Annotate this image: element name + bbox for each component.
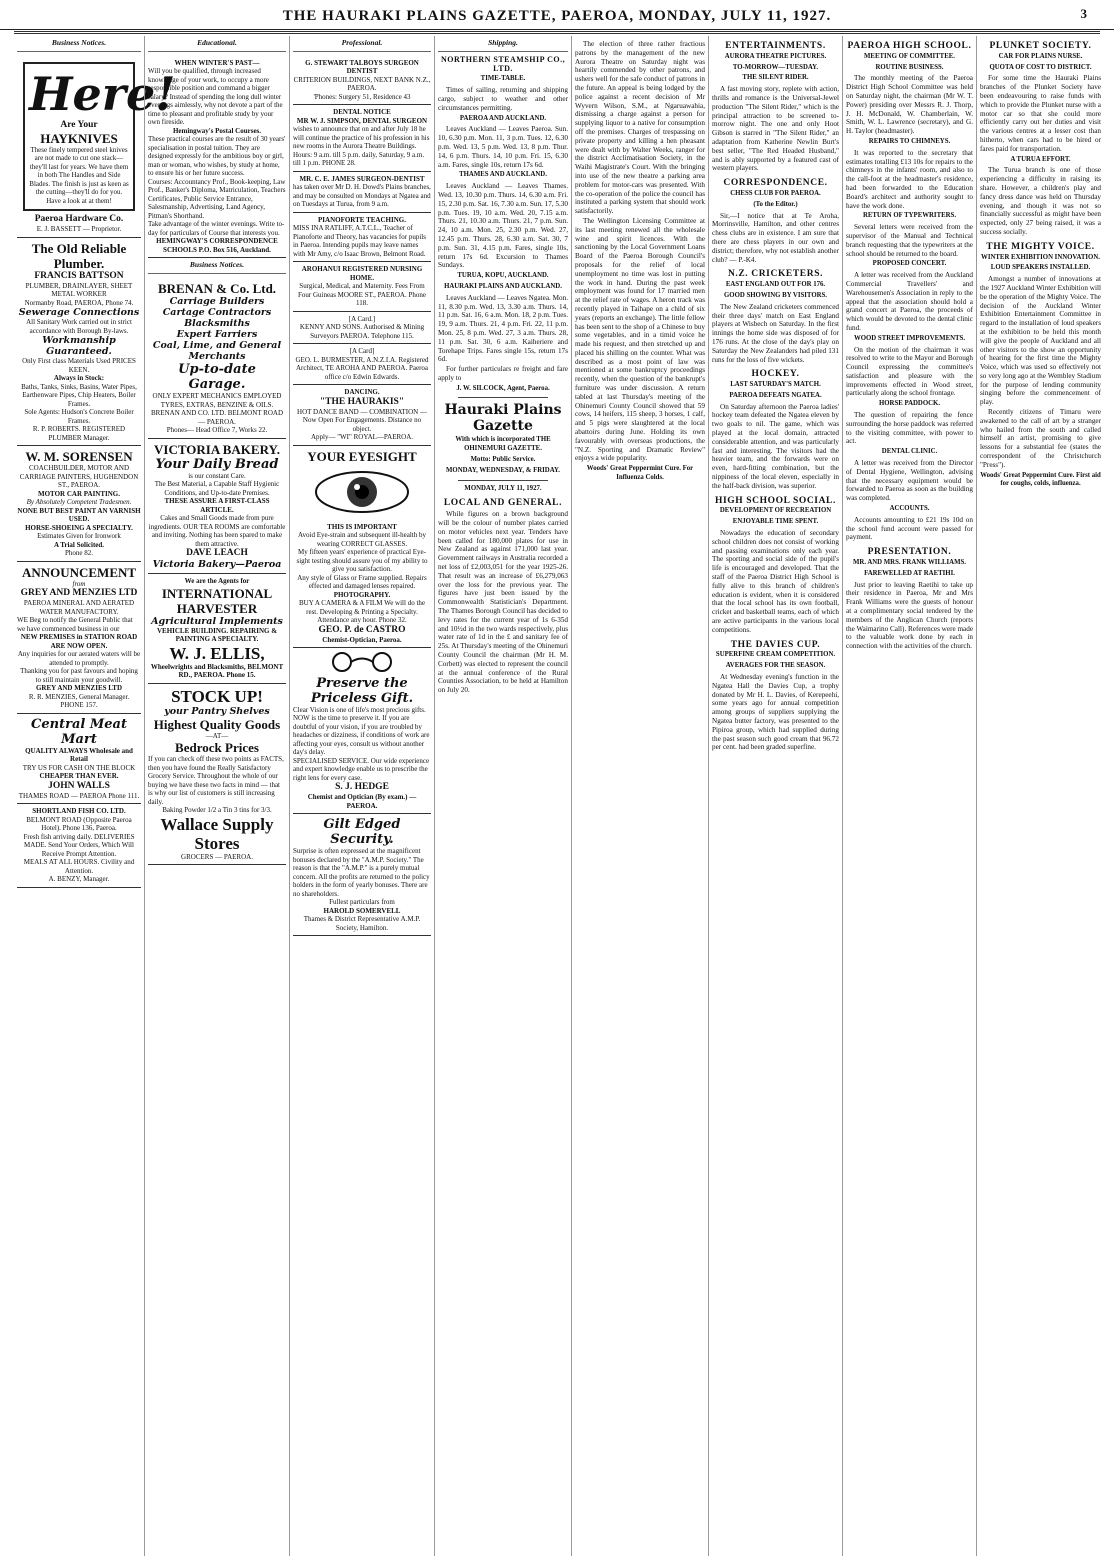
gilt-title: Gilt Edged Security. <box>323 817 401 848</box>
williams-title: MR. AND MRS. FRANK WILLIAMS. <box>853 559 966 567</box>
thames-auckland-title: THAMES AND AUCKLAND. <box>459 171 547 179</box>
turua-effort-title: A TURUA EFFORT. <box>1010 155 1071 163</box>
hardware-proprietor: E. J. BASSETT — Proprietor. <box>36 225 122 234</box>
now-open-text: Now Open For Engagements. Distance no object. <box>302 416 422 433</box>
stock-title: Always in Stock: <box>53 374 105 383</box>
eye-illustration <box>312 467 412 517</box>
routine-title: ROUTINE BUSINESS. <box>875 63 944 71</box>
fish-ad <box>17 804 141 888</box>
high-school-text: The monthly meeting of the Paeroa District High School Committee was held on Saturday night, the chairman (Mr W. T. Power) presiding over Messrs R. J. Thorp, J. H. McDonald, W. Chamberlain, W. Smith, W. L. Lawrence (secretary), and G. H. Taylor (headmaster). <box>846 74 973 136</box>
brenan-co-text: BRENAN AND CO. LTD. BELMONT ROAD — PAEROA. <box>150 409 284 426</box>
local-general-body: While figures on a brown background will be the colour of number plates carried on motor vehicles next year. Tenders have been called for 180,000 plates for use in New Zealand as against 171,000 last year. Government railways in Australia recorded a net loss of £2,003,051 for the year 1925-26. That result was an increase of £6,279,063 over the loss for the previous year. The figures have just been issued by the Commonwealth Statistician's Department. The Thames Borough Council has decided to levy rates for the current year of 1s 6-35d and 10½d in the two wards respectively, plus water rate of 1d in the £ and sanitary fee of 25s. At Thursday's meeting of the Ohinemuri County Council the chairman (Mr H. M. Corbett) was elected to represent the council at the annual conference of the Rural Counties Association, to be held at Hamilton on July 20. <box>438 510 569 695</box>
meat-mart-title: Central Meat Mart <box>31 716 127 747</box>
timetable-text: Times of sailing, returning and shipping cargo, subject to weather and other circumstances permitting. <box>438 86 568 112</box>
timaru-text: Recently citizens of Timaru were awakened to the call of art by a stranger who hailed from the south and called himself an artist, promising to give lessons for a substantial fee (states the correspondent of the Christchurch "Press"). <box>980 408 1101 469</box>
criterion-text: CRITERION BUILDINGS, NEXT BANK N.Z., PAEROA. <box>293 75 431 93</box>
trial-text: A Trial Solicited. <box>53 540 105 549</box>
column-heading: Shipping. <box>438 36 568 52</box>
james-name: MR. C. E. JAMES SURGEON-DENTIST <box>299 174 425 183</box>
meals-text: MEALS AT ALL HOURS. Civility and Attention. <box>23 858 135 875</box>
talboys-ad <box>293 56 431 106</box>
workmanship-title: Workmanship Guaranteed. <box>42 335 116 358</box>
news-body-2: The Wellington Licensing Committee at its last meeting renewed all the wholesale wine and spirit licences. With the sanctioning by the Local Government Loans Board of the Paeroa Borough Council's proposals for the relief of local unemployment no time was lost in putting the work in hand. During the past week employment was found for 17 married men at the relief rate of wages. A heron track was recently played in Taihape on a child of six years (reports an exchange). The little fellow has been sent to the shop of a Chinese to buy some vegetables, and in a timid voice he made his request, and then stretched up and placed his shilling on the counter. What was described as a most point of law was mentioned at some bankruptcy proceedings recently, when the question of the bankrupt's furniture was under discussion. A return tabled at last Thursday's meeting of the Ohinemuri County Council showed that 59 cows, 14 heifers, 115 sheep, 3 horses, 1 calf, and 5 pigs were slaughtered at the local abattoirs during June. Holding its own favourably with overseas productions, the "N.Z. Sporting and Dramatic Review" enjoys a wide popularity. <box>575 216 705 463</box>
benzy-text: A. BENZY, Manager. <box>48 875 110 884</box>
northern-title: NORTHERN STEAMSHIP CO., LTD. <box>440 54 566 73</box>
silent-rider-text: A fast moving story, replete with action, thrills and romance is the Universal-Jewel production "The Silent Rider," which is the principal attraction to be screened to-morrow night. The one and only Hoot Gibson is starred in "The Silent Rider," an adaptation from Katherine Newlin Burt's best seller, "The Red Headed Husband," and is ably supported by a featured cast of western players. <box>712 85 839 173</box>
chess-text: Sir,—I notice that at Te Aroha, Morrinsville, Hamilton, and other centres chess clubs are in existence. I am sure that there are chess players in our own and district; therefore, why not establish another club? — P.-K4. <box>712 211 839 264</box>
kenny-ad <box>293 312 431 345</box>
hedge-name: S. J. HEDGE <box>335 782 389 793</box>
wallace-name: Wallace Supply Stores <box>160 814 274 853</box>
sewerage-text: All Sanitary Work carried out in strict accordance with Borough By-laws. <box>26 318 132 335</box>
assure-text: THESE ASSURE A FIRST-CLASS ARTICLE. <box>164 497 270 514</box>
photography-title: PHOTOGRAPHY. <box>333 590 391 599</box>
column-professional <box>289 36 434 1556</box>
typewriters-title: RETURN OF TYPEWRITERS. <box>862 212 957 220</box>
publish-days: MONDAY, WEDNESDAY, & FRIDAY. <box>446 466 560 474</box>
concert-text: A letter was received from the Auckland Commercial Travellers' and Warehousemen's Association in reply to the appeal that the association should hold a grand concert at Paeroa, the proceeds of which would be devoted to the dental clinic fund. <box>846 271 973 332</box>
recreation-title: DEVELOPMENT OF RECREATION <box>719 507 832 515</box>
superfine-title: SUPERFINE CREAM COMPETITION. <box>715 651 836 659</box>
thanking-text: Thanking you for past favours and hoping to still maintain your goodwill. <box>20 667 138 684</box>
talboys-name: G. STEWART TALBOYS SURGEON DENTIST <box>305 58 419 76</box>
shortland-name: SHORTLAND FISH CO. LTD. <box>32 807 126 816</box>
eyesight-title: YOUR EYESIGHT <box>307 448 417 464</box>
expert-text: Expert Farriers <box>176 329 258 341</box>
east-england-title: EAST ENGLAND OUT FOR 176. <box>725 281 826 289</box>
walls-name: JOHN WALLS <box>48 780 110 791</box>
page-number: 3 <box>1080 6 1088 21</box>
hedge-ad <box>293 648 431 814</box>
masthead <box>0 0 1114 30</box>
davies-text: At Wednesday evening's function in the Ngatea Hall the Davies Cup, a trophy donated by Mr H. L. Davies, of Kerepeehi, some years ago for annual competition among groups of suppliers supplying the Ngatea butter factory, was presented to the Pipiroa group, which had supplied during the past season such good cream that 96.72 per cent. had been graded superfine. <box>712 673 839 752</box>
castro-name: GEO. P. de CASTRO <box>318 624 406 635</box>
stock-up-title: STOCK UP! <box>171 686 263 706</box>
hardware-ad <box>17 56 176 238</box>
haurakis-name: "THE HAURAKIS" <box>319 396 405 407</box>
column-news-continued <box>571 36 708 1556</box>
pantry-text: your Pantry Shelves <box>164 705 270 717</box>
bakery-title: VICTORIA BAKERY. <box>154 441 280 457</box>
buy-camera-text: BUY A CAMERA & A FILM We will do the rest. Developing & Printing a Specialty. Attendance any hour. Phone 32. <box>298 599 426 625</box>
hedge-sub: Chemist and Optician (By exam.) — PAEROA. <box>307 793 417 810</box>
quality-text: QUALITY ALWAYS Wholesale and Retail <box>25 746 133 764</box>
column-shipping <box>434 36 571 1556</box>
burmeister-text: GEO. L. BURMESTER, A.N.Z.I.A. Registered Architect, TE AROHA AND PAEROA. Paeroa office c/o Edwin Edwards. <box>295 355 429 381</box>
typewriters-text: Several letters were received from the supervisor of the Manual and Technical branch requesting that the typewriters at the school should be returned to the board. <box>846 223 973 258</box>
amp-ad <box>293 814 431 936</box>
kenny-text: KENNY AND SONS. Authorised & Mining Surveyors PAEROA. Telephone 115. <box>299 323 425 340</box>
cricketers-title: N.Z. CRICKETERS. <box>727 269 824 280</box>
averages-title: AVERAGES FOR THE SEASON. <box>725 662 826 670</box>
hockey-title: HOCKEY. <box>751 369 800 380</box>
plunket-title: PLUNKET SOCIETY. <box>989 41 1092 51</box>
woods-ad-2: Woods' Great Peppermint Cure. First aid for coughs, colds, influenza. <box>980 471 1101 488</box>
silcock-text: J. W. SILCOCK, Agent, Paeroa. <box>456 384 550 392</box>
workmanship-text: Only First class Materials Used PRICES KEEN. <box>22 357 136 374</box>
blacksmiths-text: Blacksmiths <box>184 318 250 330</box>
piano-ad <box>293 213 431 263</box>
apply-text: Apply— "WI" ROYAL—PAEROA. <box>310 433 414 442</box>
inquiries-text: Any inquiries for our aerated waters will be attended to promptly. <box>17 650 141 667</box>
local-general-title: LOCAL AND GENERAL. <box>443 498 563 509</box>
hardware-name: Paeroa Hardware Co. <box>34 214 124 225</box>
brenan-name: BRENAN & Co. Ltd. <box>157 281 277 297</box>
gazette-name: Hauraki Plains Gazette <box>444 402 562 435</box>
here-box <box>23 62 176 212</box>
somervell-sub: Thames & District Representative A.M.P. Society, Hamilton. <box>303 915 421 932</box>
talboys-phones: 'Phones: Surgery 51, Residence 43 <box>313 92 411 101</box>
meeting-title: MEETING OF COMMITTEE. <box>864 52 955 60</box>
grey-sign: GREY AND MENZIES LTD <box>35 684 123 693</box>
sorensen-name: W. M. SORENSEN <box>25 449 133 465</box>
victoria-paeroa: Victoria Bakery—Paeroa <box>152 559 282 571</box>
motto-text: Motto: Public Service. <box>470 456 536 464</box>
speakers-title: LOUD SPEAKERS INSTALLED. <box>990 264 1091 272</box>
social-text: Nowadays the education of secondary school children does not consist of working and passing examinations only each year. The sporting and social side of the pupil's life is encouraged and developed. That the staff of the Paeroa District High School is fully alive to this branch of children's education is evident, when it is considered that the local school has its own football, cricket and basketball teams, each of which are active participants in the various local competitions. <box>712 529 839 634</box>
silent-rider-title: THE SILENT RIDER. <box>742 74 809 82</box>
somervell-name: HAROLD SOMERVELL <box>323 906 401 915</box>
column-entertainments <box>708 36 842 1556</box>
further-text: For further particulars re freight and fare apply to <box>438 365 568 382</box>
car-title: CAR FOR PLAINS NURSE. <box>998 52 1083 60</box>
constant-text: is our constant Care. <box>188 471 246 480</box>
notify-text: WE Beg to notify the General Public that we have commenced business in our <box>17 616 133 633</box>
phone-text: Phone 82. <box>65 549 93 558</box>
here-word: Here! <box>29 66 176 121</box>
harvester-ad <box>148 574 286 684</box>
are-your-text: Are Your <box>60 119 98 130</box>
phones-text: Phones— Head Office 7, Works 22. <box>166 426 268 435</box>
ellis-name: W. J. ELLIS, <box>169 643 265 663</box>
hayknives-text: These finely tempered steel knives are not made to cut one stack—they'll last for years. We have them in both The Handles and Side Blades. The finish is just as keen as the cutting—they'll do for you. Have a look at at them! <box>29 145 129 205</box>
grocers-text: GROCERS — PAEROA. <box>181 852 253 861</box>
entertainments-title: ENTERTAINMENTS. <box>725 41 826 51</box>
column-heading: Professional. <box>293 36 431 52</box>
preserve-title: Preserve the Priceless Gift. <box>310 675 414 706</box>
belmont-text: BELMONT ROAD (Opposite Paeroa Hotel). Phone 136, Paeroa. <box>26 815 132 833</box>
burmeister-ad <box>293 344 431 385</box>
column-educational <box>144 36 289 1556</box>
spectacles-icon <box>322 651 402 673</box>
schedule-thames: Leaves Auckland — Leaves Thames. Wed. 13, 10.30 p.m. Thurs. 14, 6.30 a.m. Fri. 15, 2.30 p.m. Sat. 16, 7.30 a.m. Sun. 17, 5.30 p.m. Tues. 19, 10 a.m. Wed. 20, 7.15 a.m. Thurs. 21, 10.30 a.m. Thurs. 21, 7 p.m. Sun. 24, 10 a.m. Mon. 25, 2.30 p.m. Wed. 27, 12.45 p.m. Thurs. 28, 6.30 a.m. Sat. 30, 7 p.m. Sun. 31, 4.15 p.m. Fares, single 10s, return 17s 6d. Excursion to Thames Sundays. <box>438 182 568 270</box>
brenan-ad <box>148 278 286 439</box>
column-business-notices <box>14 36 176 1556</box>
high-school-title: PAEROA HIGH SCHOOL. <box>847 41 972 51</box>
incorporated-text: With which is incorporated THE OHINEMURI GAZETTE. <box>455 436 551 453</box>
specialised-text: SPECIALISED SERVICE. Our wide experience and expert knowledge enable us to prescribe the right lens for every case. <box>293 756 430 782</box>
exhibition-title: WINTER EXHIBITION INNOVATION. <box>981 253 1100 261</box>
news-body-1: The election of three rather fractious patrons by the management of the new Aurora Theatre on Saturday night was heartily commended by other patrons, and ushers well for the safe conduct of patrons in the future. An appeal is being lodged by the police against a recent decision of Mr Wyvern Wilson, S.M., at Ngaruawahia, dismissing a charge against a person for supplying liquor to a native for consumption off the premises. Charges of trespassing on private property and killing a hen pheasant were dealt with by Walter Weeks, ranger for the district Acclimatisation Society, in the Waihi Magistrate's Court. With the bringing into use of the new theatre a parking area problem for motor-cars was presented. With the co-operation of the police the council has instituted a parking system that should work satisfactorily. <box>575 40 705 216</box>
mineral-text: PAEROA MINERAL AND AERATED WATER MANUFACTORY. <box>23 599 135 616</box>
dental-clinic-text: A letter was received from the Director of Dental Hygiene, Wellington, advising that the necessary equipment would be forwarded to Paeroa as soon as the building was completed. <box>846 459 973 503</box>
dave-leach: DAVE LEACH <box>186 548 248 559</box>
winter-title: WHEN WINTER'S PAST— <box>174 58 260 67</box>
timetable-title: TIME-TABLE. <box>480 75 526 83</box>
tomorrow-title: TO-MORROW—TUESDAY. <box>732 63 819 71</box>
dancing-title: DANCING. <box>344 388 380 397</box>
turua-title: TURUA, KOPU, AUCKLAND. <box>457 272 549 280</box>
check-text: If you can check off these two points as FACTS, then you have found the Really Satisfactory Grocery Service. Throughout the whole of our buying we have these two facts in mind — that is why our list of customers is still increasing daily. <box>148 755 284 806</box>
card2-text: [A Card] <box>349 347 375 356</box>
correspondence-title: CORRESPONDENCE. <box>723 178 828 189</box>
arohanui-name: AROHANUI REGISTERED NURSING HOME. <box>301 265 423 282</box>
hemingway-name: HEMINGWAY'S CORRESPONDENCE SCHOOLS P.O. Box 516, Auckland. <box>156 237 278 254</box>
social-title: HIGH SCHOOL SOCIAL. <box>715 495 836 506</box>
simpson-ad <box>293 105 431 172</box>
plumber-ad <box>17 238 141 447</box>
chimneys-title: REPAIRS TO CHIMNEYS. <box>868 137 951 145</box>
tyres-text: TYRES, EXTRAS, BENZINE & OILS. <box>160 400 274 409</box>
garage-title: Up-to-date Garage. <box>178 362 256 393</box>
mighty-voice-title: THE MIGHTY VOICE. <box>986 241 1095 252</box>
card-text: [A Card.] <box>348 314 376 323</box>
horse-shoeing-text: HORSE-SHOEING A SPECIALTY. <box>25 523 133 532</box>
phone-157: PHONE 157. <box>60 701 98 710</box>
column-heading: Business Notices. <box>148 258 286 274</box>
hockey-text: On Saturday afternoon the Paeroa ladies' hockey team defeated the Ngatea eleven by two goals to nil. The game, which was played at the local domain, attracted considerable attention, and was particularly fast and interesting. The visitors had the heavier team, and the forwards were on even, hard-fitting combination, but the nippiness of the local eleven, especially in the half-back division, was superior. <box>712 402 839 490</box>
winter-text: Will you be qualified, through increased knowledge of your work, to occupy a more responsible position and command a bigger salary? Instead of spending the long dull winter evenings aimlessly, why not devote a part of the time to pleasant and profitable study by your own fireside. <box>148 67 283 127</box>
sewerage-title: Sewerage Connections <box>18 307 140 319</box>
wheelwrights-text: Wheelwrights and Blacksmiths, BELMONT RD., PAEROA. Phone 15. <box>150 662 284 680</box>
ratliff-text: MISS INA RATLIFF, A.T.C.L., Teacher of Pianoforte and Theory, has vacancies for pupils in Paeroa. Intending pupils may leave names with Mr Amy, c/o Isaac Brown, Belmont Road. <box>293 224 426 258</box>
avoid-text: Avoid Eye-strain and subsequent ill-health by wearing CORRECT GLASSES. <box>298 531 426 548</box>
quota-title: QUOTA OF COST TO DISTRICT. <box>989 63 1092 71</box>
fullest-text: Fullest particulars from <box>329 898 395 907</box>
vehicle-text: VEHICLE BUILDING. REPAIRING & PAINTING A SPECIALTY. <box>156 626 278 644</box>
farewelled-title: FAREWELLED AT RAETIHI. <box>864 569 955 577</box>
arohanui-text: Surgical, Medical, and Maternity. Fees From Four Guineas MOORE ST., PAEROA. Phone 118. <box>298 282 426 308</box>
newspaper-columns <box>14 36 1104 1556</box>
clear-vision-text: Clear Vision is one of life's most precious gifts. NOW is the time to preserve it. If you are doubtful of your vision, if you are troubled by headaches or dizziness, if conditions of work are affecting your eyes, consult us without another day's delay. <box>293 705 430 757</box>
daily-bread: Your Daily Bread <box>155 456 279 472</box>
date-line: MONDAY, JULY 11, 1927. <box>464 484 542 492</box>
paddock-text: The question of repairing the fence surrounding the horse paddock was referred to the visiting committee, with power to act. <box>846 411 973 446</box>
column-heading: Business Notices. <box>17 36 141 52</box>
wood-street-title: WOOD STREET IMPROVEMENTS. <box>853 334 966 342</box>
bedrock-text: Bedrock Prices <box>175 740 259 756</box>
take-adv-text: Take advantage of the winter evenings. Write to-day for particulars of Course that interests you. <box>148 220 285 237</box>
cartage-text: Cartage Contractors <box>162 307 272 319</box>
arohanui-ad <box>293 262 431 312</box>
hemingway-ad <box>148 56 286 259</box>
announcement-title: ANNOUNCEMENT <box>21 564 137 580</box>
chess-title: CHESS CLUB FOR PAEROA. <box>730 189 821 197</box>
presentation-title: PRESENTATION. <box>867 547 952 558</box>
aurora-title: AURORA THEATRE PICTURES. <box>724 52 827 60</box>
divider <box>458 480 548 481</box>
chimneys-text: It was reported to the secretary that estimates totalling £13 10s for repairs to the chimneys in the infants' room, and also to the call-foot at the headmaster's residence, had been forwarded to the Education Board's architect and authority sought to have the work done. <box>846 148 973 210</box>
any-style-text: Any style of Glass or Frame supplied. Repairs effected and damaged lenses repaired. <box>297 573 427 591</box>
menzies-ad <box>17 562 141 714</box>
turua-effort-text: The Turua branch is one of those experiencing a difficulty in raising its share. However, a children's play and fancy dress dance was held on Thursday evening, and though it was not so financially successful as might have been expected, only 27 being raised, it was a success socially. <box>980 166 1101 236</box>
plumber-name: FRANCIS BATTSON <box>34 270 124 281</box>
paddock-title: HORSE PADDOCK. <box>878 400 941 408</box>
sorensen-sub: COACHBUILDER, MOTOR AND CARRIAGE PAINTERS, HUGHENDON ST., PAEROA. <box>19 464 139 490</box>
mighty-voice-text: Amongst a number of innovations at the 1927 Auckland Winter Exhibition will be the operation of the Mighty Voice. The decision of the Auckland Winter Exhibition Entertainment Committee in regard to the installation of loud speakers at the exhibition to be held this month will give the people of Auckland and all other visitors to the show an opportunity of hearing for the first time the Mighty Voice, which was used so effectively not so very long ago at the Wembley Stadium for the purpose of lending community singing before the commencement of play. <box>980 275 1101 407</box>
divider <box>458 397 548 398</box>
dance-ad <box>293 385 431 446</box>
cheaper-text: CHEAPER THAN EVER. <box>39 772 119 781</box>
editor-text: (To the Editor.) <box>753 200 798 208</box>
hot-dance-text: HOT DANCE BAND — COMBINATION — <box>297 407 427 416</box>
schedule-paeroa: Leaves Auckland — Leaves Paeroa. Sun. 10, 6.30 p.m. Mon. 11, 3 p.m. Tues. 12, 6.30 p.m. Wed. 13, 5 p.m. Wed. 13, 8 p.m. Thur. 14, 6 p.m. Thurs. 14, 10 p.m. Fri. 15, 6.30 a.m. Fares, single 10s, return 17s 6d. <box>438 125 568 169</box>
agri-text: Agricultural Implements <box>151 615 283 627</box>
plunket-text: For some time the Hauraki Plains branches of the Plunket Society have been endeavouring to raise funds with which to provide the Plunket nurse with a motor car so that she could more efficiently carry out her duties and visit the various centres at a lesser cost than hitherto, when cars had to be hired or fares paid for transportation. <box>980 74 1101 153</box>
coal-text: Coal, Lime, and General Merchants <box>152 340 282 363</box>
courses-text: Courses: Accountancy Prof., Book-keeping, Law Prof., Banker's Diploma, Matriculation, Teachers Certificates, Public Service Entrance, Salesmanship, Advertising, Land Agency, Pitman's Shorthand. <box>148 177 286 220</box>
schedule-hauraki: Leaves Auckland — Leaves Ngatea. Mon. 11, 8.30 p.m. Wed. 13, 3.30 a.m. Thurs. 14, 11 p.m. Sat. 16, 6 a.m. Mon. 18, 2 p.m. Tues. 19, 9 a.m. Thurs. 21, 4 p.m. Fri. 22, 11 p.m. Mon. 25, 8 p.m. Wed. 27, 3 a.m. Thurs. 28, 11 p.m. Sat. 30, 6 a.m. Kaiheriere and Torehape Trips. Fares single 15s, return 17s 6d. <box>438 293 568 364</box>
surprise-text: Surprise is often expressed at the magnificent bonuses declared by the "A.M.P. Society." The reason is that the "A.M.P." is a purely mutual concern. All the profits are returned to the policy holders in the form of yearly bonuses. There are no shareholders. <box>293 847 430 898</box>
plumber-address: Normanby Road, PAEROA, Phone 74. <box>24 298 134 307</box>
williams-text: Just prior to leaving Raetihi to take up their residence in Paeroa, Mr and Mrs Frank Williams were the guests of honour at a complimentary social tendered by the members of the Anglican Church (reports the Waimarino Call). References were made to the valuable work done by each in connection with the activities of the church. <box>846 580 974 651</box>
accounts-title: ACCOUNTS. <box>889 505 930 513</box>
dental-title: DENTAL NOTICE <box>333 108 391 117</box>
estimates-text: Estimates Given for Ironwork <box>37 532 121 541</box>
piano-title: PIANOFORTE TEACHING. <box>318 215 406 224</box>
mechanics-text: ONLY EXPERT MECHANICS EMPLOYED <box>152 392 282 401</box>
menzies-text: R. R. MENZIES, General Manager. <box>28 692 130 701</box>
grey-menzies-name: GREY AND MENZIES LTD <box>20 588 138 599</box>
new-premises-text: NEW PREMISES in STATION ROAD ARE NOW OPEN. <box>20 633 138 650</box>
try-us-text: TRY US FOR CASH ON THE BLOCK <box>22 763 136 772</box>
paeroa-defeats-title: PAEROA DEFEATS NGATEA. <box>729 391 822 399</box>
fresh-fish-text: Fresh fish arriving daily. DELIVERIES MADE. Send Your Orders, Which Will Receive Prompt Attention. <box>23 832 135 858</box>
cricket-text: The New Zealand cricketers commenced their three days' match on East England players at Wisbech on Saturday. In the first innings the home side was disposed of for 176 runs. At the close of the day's play on Saturday the New Zealanders had piled 131 runs for the loss of five wickets. <box>712 302 839 364</box>
dental-clinic-title: DENTAL CLINIC. <box>881 448 938 456</box>
postal-text: These practical courses are the result of 30 years' specialisation in postal tuition. They are designed expressly for the ambitious boy or girl, man or woman, who wishes, by study at home, to ensure his or her future success. <box>148 135 286 178</box>
harvester-title: INTERNATIONAL HARVESTER <box>161 585 273 616</box>
plumber-title: The Old Reliable Plumber. <box>31 240 127 271</box>
simpson-text: wishes to announce that on and after July 18 he will continue the practice of his profession in his new rooms in the Aurora Theatre Buildings. Hours: 9 a.m. till 5 p.m. daily, Saturday, 9 a.m. till 1 p.m. PHONE 28. <box>293 125 430 168</box>
carriage-text: Carriage Builders <box>169 296 265 308</box>
meat-mart-ad <box>17 714 141 805</box>
agents-for-text: We are the Agents for <box>184 577 250 586</box>
wood-street-text: On the motion of the chairman it was resolved to write to the Mayor and Borough Council expressing the committee's satisfaction and pleasure with the improvements effected in Wood street, particularly along the school frontage. <box>846 345 973 398</box>
postal-title: Hemingway's Postal Courses. <box>172 126 262 135</box>
sorensen-ad <box>17 446 141 562</box>
competent-text: By Absolutely Competent Tradesmen. <box>26 498 132 507</box>
paeroa-auckland-title: PAEROA AND AUCKLAND. <box>459 114 547 122</box>
column-plunket <box>976 36 1104 1556</box>
fifteen-text: My fifteen years' experience of practical Eye-sight testing should assure you of my ability to give you satisfaction. <box>296 548 428 574</box>
bakery-ad <box>148 439 286 575</box>
masthead-rule <box>14 31 1100 34</box>
james-text: has taken over Mr D. H. Dowd's Plains branches, and may be consulted on Mondays at Ngatea and on Tuesdays at Turua, from 9 a.m. <box>293 183 431 209</box>
eyesight-ad <box>293 446 431 648</box>
none-but-text: NONE BUT BEST PAINT AN VARNISH USED. <box>17 506 141 524</box>
enjoyable-title: ENJOYABLE TIME SPENT. <box>732 518 819 526</box>
at-text: —AT— <box>205 731 229 740</box>
column-high-school <box>842 36 976 1556</box>
motor-painting: MOTOR CAR PAINTING. <box>38 489 120 498</box>
concert-title: PROPOSED CONCERT. <box>872 260 947 268</box>
woods-ad: Woods' Great Peppermint Cure. For Influenza Colds. <box>586 465 694 482</box>
accounts-text: Accounts amounting to £21 19s 10d on the school fund account were passed for payment. <box>846 515 973 542</box>
baking-text: Baking Powder 1/2 a Tin 3 tins for 3/3. <box>162 806 272 815</box>
last-saturday-title: LAST SATURDAY'S MATCH. <box>730 381 821 389</box>
roberts-text: R. P. ROBERTS. REGISTERED PLUMBER Manager. <box>32 425 126 442</box>
masthead-title: THE HAURAKI PLAINS GAZETTE, PAEROA, MONDAY, JULY 11, 1927. <box>282 8 832 24</box>
from-text: from <box>72 579 86 588</box>
wallace-ad <box>148 684 286 866</box>
highest-text: Highest Quality Goods <box>153 716 281 732</box>
agents-text: Sole Agents: Hudson's Concrete Boiler Frames. <box>24 408 134 425</box>
plumber-sub: PLUMBER, DRAINLAYER, SHEET METAL WORKER <box>25 281 133 299</box>
thames-road-text: THAMES ROAD — PAEROA Phone 111. <box>18 791 140 800</box>
hauraki-auckland-title: HAURAKI PLAINS AND AUCKLAND. <box>444 282 562 290</box>
good-showing-title: GOOD SHOWING BY VISITORS. <box>724 291 827 299</box>
important-text: THIS IS IMPORTANT <box>327 522 397 531</box>
stock-list: Baths, Tanks, Sinks, Basins, Water Pipes, Earthenware Pipes, Chip Heaters, Boiler Frames. <box>21 382 137 408</box>
james-ad <box>293 172 431 213</box>
castro-sub: Chemist-Optician, Paeroa. <box>322 635 402 644</box>
best-material-text: The Best Material, a Capable Staff Hygienic Conditions, and Up-to-date Premises. <box>154 480 280 497</box>
column-heading: Educational. <box>148 36 286 52</box>
cakes-text: Cakes and Small Goods made from pure ingredients. OUR TEA ROOMS are comfortable and inviting. Nothing has been spared to make them attractive. <box>148 514 286 548</box>
davies-title: THE DAVIES CUP. <box>730 639 821 650</box>
hayknives-title: HAYKNIVES <box>40 130 118 146</box>
simpson-name: MR W. J. SIMPSON, DENTAL SURGEON <box>296 116 428 125</box>
